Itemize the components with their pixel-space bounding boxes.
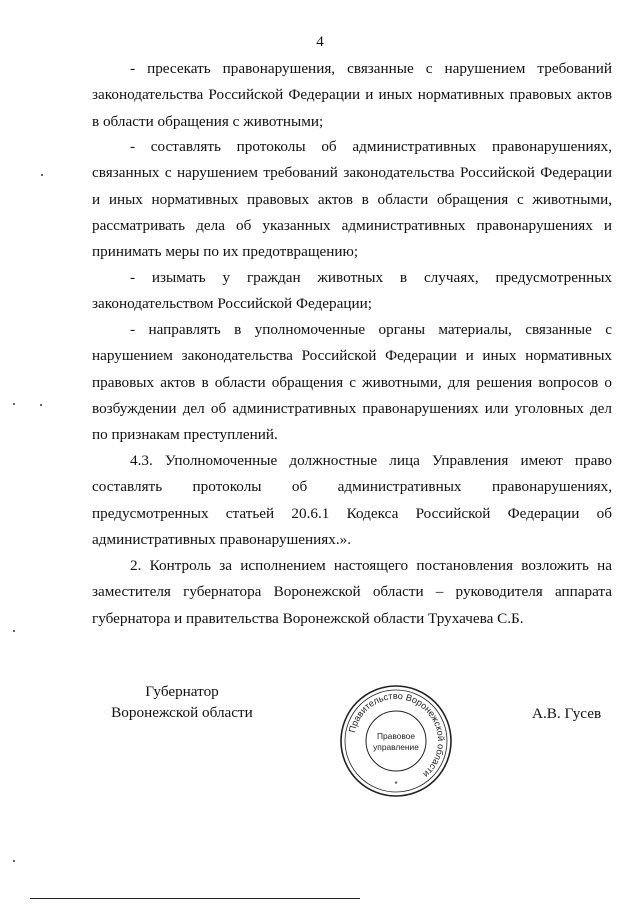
stamp-ring-text: Правительство Воронежской области — [346, 690, 447, 780]
stamp-star-icon: * — [394, 780, 398, 789]
stamp-inner-ring — [345, 690, 447, 792]
page-number: 4 — [316, 34, 324, 50]
scan-speck — [41, 174, 43, 176]
paragraph-4: - направлять в уполномоченные органы материалы, связанные с нарушением законодательства Российской Федерации и иных нормативных правовых актов в области обращения с животными, для решения вопросов о возбуждении дел об административных правонарушениях или уголовных дел по признакам преступлений. — [92, 321, 612, 444]
paragraph-6: 2. Контроль за исполнением настоящего постановления возложить на заместителя губернатора Воронежской области – руководителя аппарата губернатора и правительства Воронежской области Трухачева С.Б. — [92, 557, 612, 627]
stamp-center-line-1: Правовое — [376, 731, 416, 741]
scan-speck — [13, 403, 15, 405]
paragraph-3: - изымать у граждан животных в случаях, предусмотренных законодательством Российской Федерации; — [92, 269, 612, 313]
scan-speck — [13, 630, 15, 632]
signatory-title: Губернатор — [145, 683, 219, 700]
official-stamp — [338, 683, 454, 799]
footer-rule — [30, 898, 360, 899]
scan-speck — [40, 404, 42, 406]
scan-speck — [13, 860, 15, 862]
paragraph-1: - пресекать правонарушения, связанные с нарушением требований законодательства Российской Федерации и иных нормативных правовых актов в области обращения с животными; — [92, 60, 612, 130]
paragraph-2: - составлять протоколы об административных правонарушениях, связанных с нарушением требований законодательства Российской Федерации и иных нормативных правовых актов в области обращения с животными, рассматривать дела об указанных административных правонарушениях и принимать меры по их предотвращению; — [92, 138, 612, 261]
stamp-center-ring — [366, 711, 426, 771]
signatory-name: А.В. Гусев — [532, 705, 602, 722]
signatory-position — [102, 681, 262, 723]
signatory-region: Воронежской области — [111, 704, 253, 721]
paragraph-5: 4.3. Уполномоченные должностные лица Управления имеют право составлять протоколы об административных правонарушениях, предусмотренных статьей 20.6.1 Кодекса Российской Федерации об административных правонарушениях.». — [92, 452, 612, 548]
stamp-center-line-2: управление — [373, 742, 419, 752]
